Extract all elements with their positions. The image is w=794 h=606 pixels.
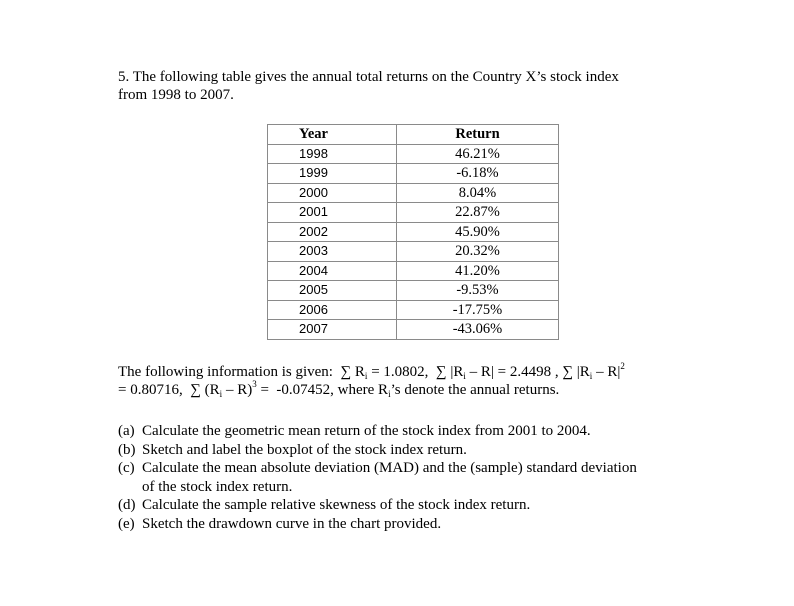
question-marker: (d) (118, 497, 136, 513)
question-item (118, 496, 718, 515)
sum-ri-value: 1.0802 (383, 364, 425, 380)
sum-abs-value: 2.4498 (509, 364, 552, 380)
year-cell: 2002 (268, 222, 397, 242)
year-cell: 2006 (268, 300, 397, 320)
table-row (268, 144, 559, 164)
problem-intro (118, 68, 678, 104)
table-header-row (268, 125, 559, 145)
return-cell: 20.32% (397, 242, 559, 262)
question-text: Sketch and label the boxplot of the stock index return. (142, 441, 467, 458)
table-row (268, 320, 559, 340)
header-return: Return (397, 125, 559, 145)
question-marker: (c) (118, 460, 135, 476)
question-text-continued: of the stock index return. (142, 478, 293, 495)
table-row (268, 222, 559, 242)
table-row (268, 261, 559, 281)
sum-cube-value: -0.07452 (276, 382, 331, 398)
given-information (118, 363, 718, 399)
intro-line-1: 5. The following table gives the annual total returns on the Country X’s stock index (118, 69, 619, 85)
year-cell: 2007 (268, 320, 397, 340)
year-cell: 2000 (268, 183, 397, 203)
return-cell: 45.90% (397, 222, 559, 242)
year-cell: 2003 (268, 242, 397, 262)
given-line-1: The following information is given: ∑ $R_i = 1.0802$, ∑ $|R_i - R| = 2.4498$ , ∑ $|R_i - R|^2$ (118, 361, 625, 381)
question-text: Calculate the sample relative skewness of the stock index return. (142, 497, 531, 513)
year-cell: 1999 (268, 164, 397, 184)
table-row (268, 242, 559, 262)
table-row (268, 164, 559, 184)
question-list (118, 422, 718, 533)
question-text: Calculate the geometric mean return of the stock index from 2001 to 2004. (142, 423, 591, 439)
given-tail-2: ’s denote the annual returns. (390, 382, 560, 398)
year-cell: 1998 (268, 144, 397, 164)
table-row (268, 300, 559, 320)
question-marker: (e) (118, 515, 135, 532)
question-text: Sketch the drawdown curve in the chart provided. (142, 515, 442, 532)
given-lead: The following information is given: (118, 364, 333, 380)
question-item (118, 515, 718, 534)
table-row (268, 183, 559, 203)
intro-line-2: from 1998 to 2007. (118, 87, 234, 103)
sum-sq-value: 0.80716 (130, 382, 179, 398)
table-row (268, 281, 559, 301)
return-cell: -17.75% (397, 300, 559, 320)
question-marker: (a) (118, 423, 135, 439)
header-year: Year (268, 125, 397, 145)
given-line-2: = 0.80716, ∑ $(R_i - R)^3 = -0.07452$, where $R_i’s$ denote the annual returns. (118, 379, 560, 399)
return-cell: -9.53% (397, 281, 559, 301)
question-item (118, 422, 718, 441)
return-cell: -6.18% (397, 164, 559, 184)
year-cell: 2004 (268, 261, 397, 281)
given-tail: , where R (330, 382, 389, 398)
return-cell: 46.21% (397, 144, 559, 164)
return-cell: 41.20% (397, 261, 559, 281)
question-item (118, 441, 718, 460)
return-cell: -43.06% (397, 320, 559, 340)
year-cell: 2005 (268, 281, 397, 301)
question-marker: (b) (118, 441, 136, 458)
year-cell: 2001 (268, 203, 397, 223)
returns-table (267, 124, 559, 340)
question-item (118, 459, 718, 496)
table-row (268, 203, 559, 223)
return-cell: 22.87% (397, 203, 559, 223)
question-text: Calculate the mean absolute deviation (MAD) and the (sample) standard deviation (142, 460, 637, 476)
return-cell: 8.04% (397, 183, 559, 203)
